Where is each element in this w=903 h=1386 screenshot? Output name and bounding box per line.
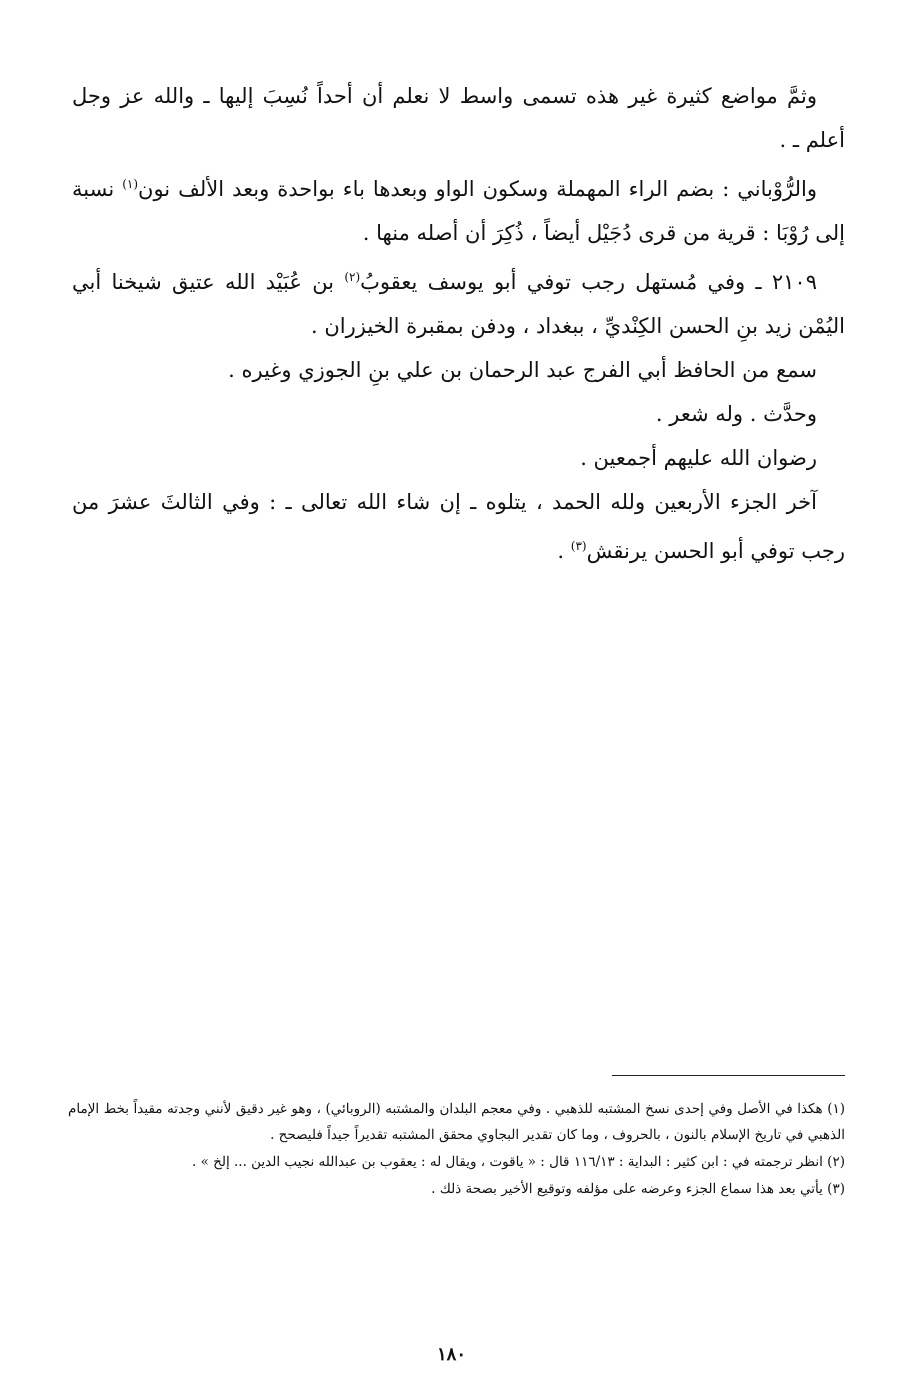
paragraph-end-of-part: [72, 480, 845, 573]
footnote-2: [68, 1149, 845, 1175]
footnote-text: هكذا في الأصل وفي إحدى نسخ المشتبه للذهبي . وفي معجم البلدان والمشتبه (الروبائي) ، وهو غير دقيق لأنني وجدته مقيداً بخط الإمام الذهبي في تاريخ الإسلام بالنون ، بالحروف ، وما كان تقدير البجاوي محقق المشتبه تقديراً جيداً فليصحح .: [68, 1101, 845, 1143]
end-of-part-text-2: .: [557, 539, 571, 563]
footnote-ref-1[interactable]: (١): [122, 177, 139, 191]
paragraph-rubani: [72, 162, 845, 255]
footnote-number: (٢): [827, 1154, 845, 1170]
entry-2109-text-1: ٢١٠٩ ـ وفي مُستهل رجب توفي أبو يوسف يعقوبُ: [360, 270, 817, 294]
rubani-text-2: نسبة إلى رُوْبَا : قرية من قرى دُجَيْل أيضاً ، ذُكِرَ أن أصله منها .: [72, 177, 845, 245]
footnote-text: انظر ترجمته في : ابن كثير : البداية : ١١٦/١٣ قال : « ياقوت ، ويقال له : يعقوب بن عبدالله نجيب الدين ... إلخ » .: [191, 1154, 823, 1170]
heard-text: سمع من الحافظ أبي الفرج عبد الرحمان بن علي بنِ الجوزي وغيره .: [228, 358, 817, 382]
paragraph-entry-2109: [72, 255, 845, 348]
entry-2109-text-2: بن عُبَيْد الله عتيق شيخنا أبي اليُمْن زيد بنِ الحسن الكِنْديِّ ، ببغداد ، ودفن بمقبرة الخيزران .: [72, 270, 845, 338]
footnote-ref-3[interactable]: (٣): [570, 539, 587, 553]
footnotes: [68, 1096, 845, 1203]
paragraph-wasit-text: وثمَّ مواضع كثيرة غير هذه تسمى واسط لا نعلم أن أحداً نُسِبَ إليها ـ والله عز وجل أعلم ـ .: [72, 84, 845, 152]
footnote-number: (٣): [827, 1181, 845, 1197]
rubani-text-1: والرُّوْباني : بضم الراء المهملة وسكون الواو وبعدها باء بواحدة وبعد الألف نون: [138, 177, 817, 201]
paragraph-heard: [72, 348, 845, 392]
footnote-divider: [612, 1075, 845, 1076]
blessing-text: رضوان الله عليهم أجمعين .: [580, 446, 817, 470]
end-of-part-text-1: آخر الجزء الأربعين ولله الحمد ، يتلوه ـ إن شاء الله تعالى ـ : وفي الثالثَ عشرَ من رجب توفي أبو الحسن يرنقش: [72, 490, 845, 563]
footnote-ref-2[interactable]: (٢): [344, 270, 361, 284]
footnote-3: [68, 1176, 845, 1202]
page-number: ١٨٠: [436, 1344, 466, 1365]
footnote-1: [68, 1096, 845, 1148]
paragraph-blessing: [72, 436, 845, 480]
paragraph-wasit: [72, 74, 845, 162]
footnote-number: (١): [827, 1101, 846, 1117]
main-text: [72, 74, 845, 573]
footnote-text: يأتي بعد هذا سماع الجزء وعرضه على مؤلفه وتوقيع الأخير بصحة ذلك .: [431, 1181, 823, 1197]
narrated-text: وحدَّث . وله شعر .: [655, 402, 817, 426]
paragraph-narrated: [72, 392, 845, 436]
